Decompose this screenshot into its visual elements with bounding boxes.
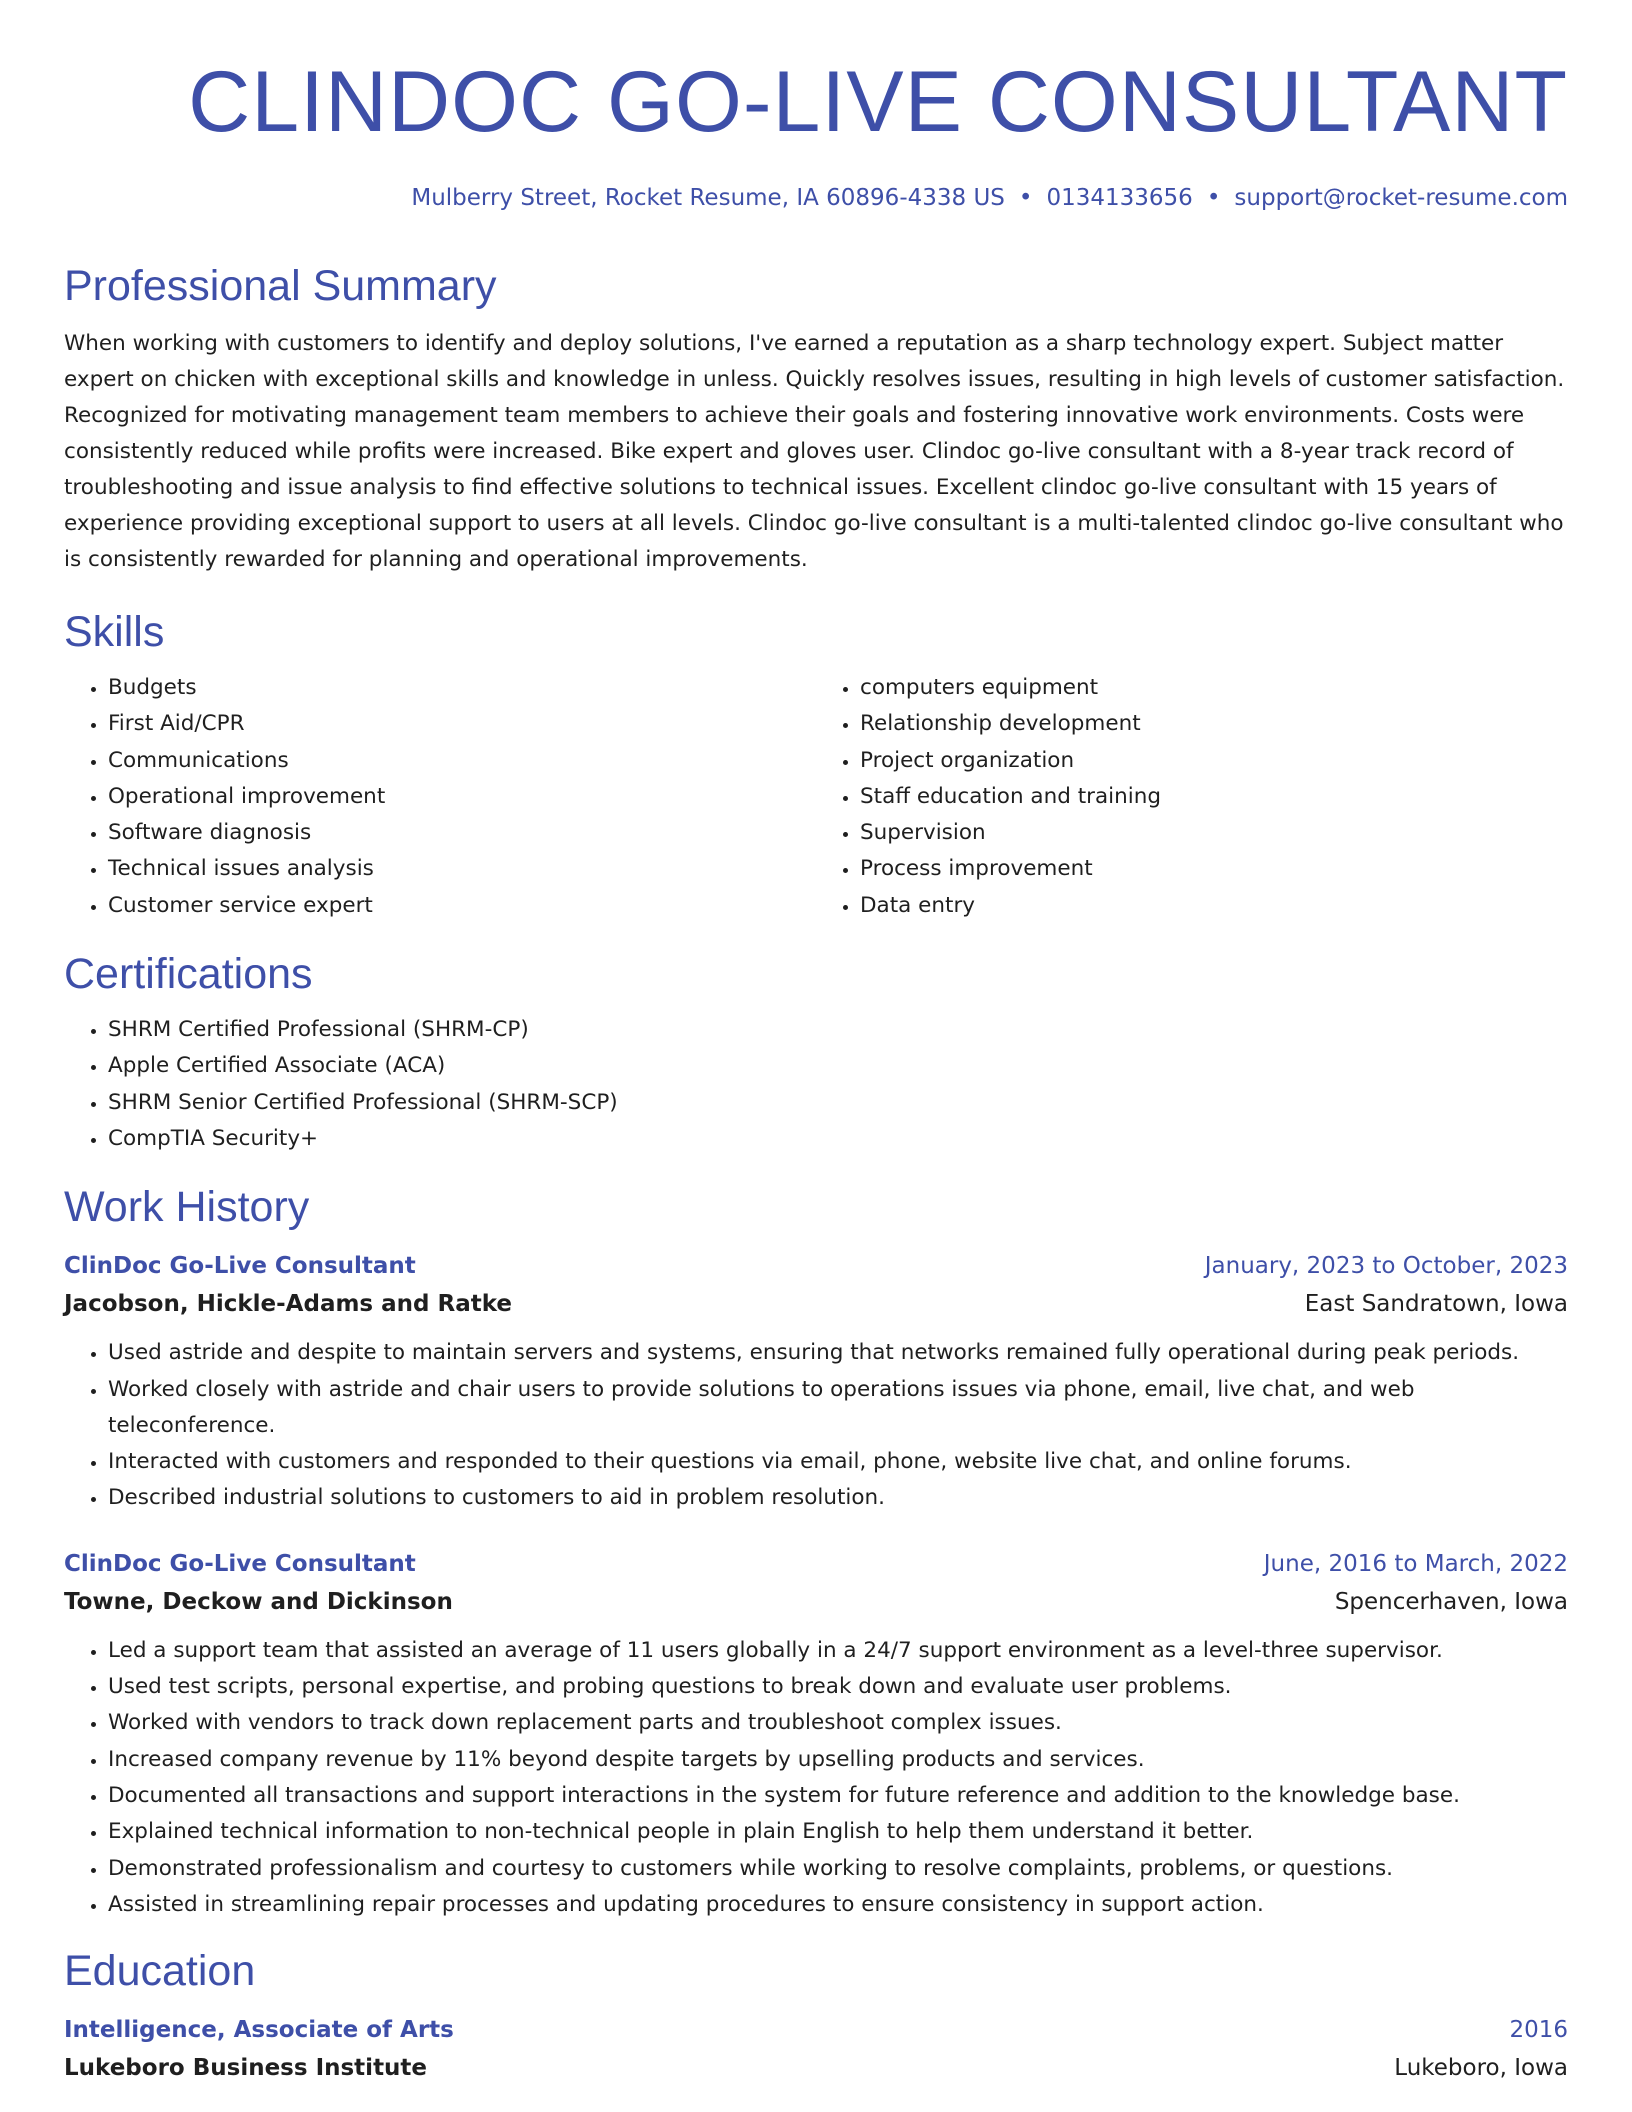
job-subheader — [64, 1285, 1568, 1323]
skill-item: • Operational improvement — [108, 779, 816, 815]
skill-item: • Data entry — [860, 888, 1568, 924]
job-subheader — [64, 1583, 1568, 1621]
job-dates: January, 2023 to October, 2023 — [1204, 1253, 1568, 1280]
job-bullet: • Worked with vendors to track down replacement parts and troubleshoot complex issues. — [108, 1705, 1568, 1741]
job-bullets — [64, 1633, 1568, 1923]
contact-separator: • — [1206, 185, 1221, 211]
job-bullet: • Explained technical information to non-technical people in plain English to help them understand it better. — [108, 1814, 1568, 1850]
contact-address: Mulberry Street, Rocket Resume, IA 60896-4338 US — [411, 185, 1005, 211]
skill-item: • First Aid/CPR — [108, 706, 816, 742]
job-role: ClinDoc Go-Live Consultant — [64, 1550, 416, 1577]
certification-item: • SHRM Senior Certified Professional (SHRM-SCP) — [108, 1085, 1568, 1121]
education-header — [64, 2011, 1568, 2049]
contact-line — [64, 182, 1568, 214]
job-entry — [64, 1545, 1568, 1923]
skill-item: • Software diagnosis — [108, 815, 816, 851]
job-bullet: • Described industrial solutions to customers to aid in problem resolution. — [108, 1480, 1568, 1516]
skill-item: • Communications — [108, 743, 816, 779]
job-bullet: • Used astride and despite to maintain servers and systems, ensuring that networks remained fully operational during peak periods. — [108, 1335, 1568, 1371]
job-bullets — [64, 1335, 1568, 1516]
education-heading: Education — [64, 1947, 256, 1996]
resume-title: CLINDOC GO-LIVE CONSULTANT — [188, 54, 1568, 150]
job-bullet: • Assisted in streamlining repair processes and updating procedures to ensure consistency in support action. — [108, 1887, 1568, 1923]
job-bullet: • Interacted with customers and responded to their questions via email, phone, website live chat, and online forums. — [108, 1444, 1568, 1480]
certification-item: • Apple Certified Associate (ACA) — [108, 1048, 1568, 1084]
certification-item: • CompTIA Security+ — [108, 1121, 1568, 1157]
job-header — [64, 1545, 1568, 1583]
job-bullet: • Used test scripts, personal expertise, and probing questions to break down and evaluate user problems. — [108, 1669, 1568, 1705]
skills-heading: Skills — [64, 608, 165, 656]
education-subheader — [64, 2049, 1568, 2087]
certifications-heading: Certifications — [64, 950, 313, 999]
resume-page — [64, 0, 1568, 2087]
job-role: ClinDoc Go-Live Consultant — [64, 1253, 416, 1280]
skill-item: • Relationship development — [860, 706, 1568, 742]
skill-item: • Budgets — [108, 670, 816, 706]
education-year: 2016 — [1509, 2017, 1568, 2044]
skills-list-left — [64, 670, 816, 924]
job-company: Towne, Deckow and Dickinson — [64, 1588, 453, 1615]
skill-item: • computers equipment — [860, 670, 1568, 706]
work-history-heading: Work History — [64, 1183, 310, 1232]
skills-grid — [64, 670, 1568, 924]
certification-item: • SHRM Certified Professional (SHRM-CP) — [108, 1012, 1568, 1048]
job-bullet: • Led a support team that assisted an average of 11 users globally in a 24/7 support environment as a level-three supervisor. — [108, 1633, 1568, 1669]
job-location: East Sandratown, Iowa — [1304, 1291, 1568, 1318]
skill-item: • Staff education and training — [860, 779, 1568, 815]
skill-item: • Technical issues analysis — [108, 851, 816, 887]
contact-separator: • — [1018, 185, 1033, 211]
job-location: Spencerhaven, Iowa — [1334, 1588, 1568, 1615]
education-degree: Intelligence, Associate of Arts — [64, 2017, 454, 2044]
contact-email: support@rocket-resume.com — [1234, 185, 1568, 211]
job-bullet: • Demonstrated professionalism and courtesy to customers while working to resolve complaints, problems, or questions. — [108, 1851, 1568, 1887]
skills-list-right — [816, 670, 1568, 924]
certifications-list — [64, 1012, 1568, 1157]
summary-text: When working with customers to identify and deploy solutions, I've earned a reputation as a sharp technology expert. Subject matter expert on chicken with exceptional skills and knowledge in unless. Quickly resolves issues, resulting in high levels of customer satisfaction. Recognized for motivating management team members to achieve their goals and fostering innovative work environments. Costs were consistently reduced while profits were increased. Bike expert and gloves user. Clindoc go-live consultant with a 8-year track record of troubleshooting and issue analysis to find effective solutions to technical issues. Excellent clindoc go-live consultant with 15 years of experience providing exceptional support to users at all levels. Clindoc go-live consultant is a multi-talented clindoc go-live consultant who is consistently rewarded for planning and operational improvements. — [64, 331, 1565, 572]
skill-item: • Process improvement — [860, 851, 1568, 887]
job-bullet: • Documented all transactions and support interactions in the system for future reference and addition to the knowledge base. — [108, 1778, 1568, 1814]
job-entry — [64, 1247, 1568, 1516]
skill-item: • Project organization — [860, 743, 1568, 779]
skill-item: • Supervision — [860, 815, 1568, 851]
job-dates: June, 2016 to March, 2022 — [1263, 1550, 1568, 1577]
contact-phone: 0134133656 — [1046, 185, 1193, 211]
education-location: Lukeboro, Iowa — [1394, 2055, 1568, 2082]
skill-item: • Customer service expert — [108, 888, 816, 924]
job-company: Jacobson, Hickle-Adams and Ratke — [64, 1291, 512, 1318]
summary-heading: Professional Summary — [64, 262, 497, 310]
job-bullet: • Worked closely with astride and chair users to provide solutions to operations issues via phone, email, live chat, and web teleconference. — [108, 1372, 1568, 1445]
education-school: Lukeboro Business Institute — [64, 2055, 428, 2082]
job-header — [64, 1247, 1568, 1285]
education-entry — [64, 2011, 1568, 2087]
job-bullet: • Increased company revenue by 11% beyond despite targets by upselling products and services. — [108, 1742, 1568, 1778]
